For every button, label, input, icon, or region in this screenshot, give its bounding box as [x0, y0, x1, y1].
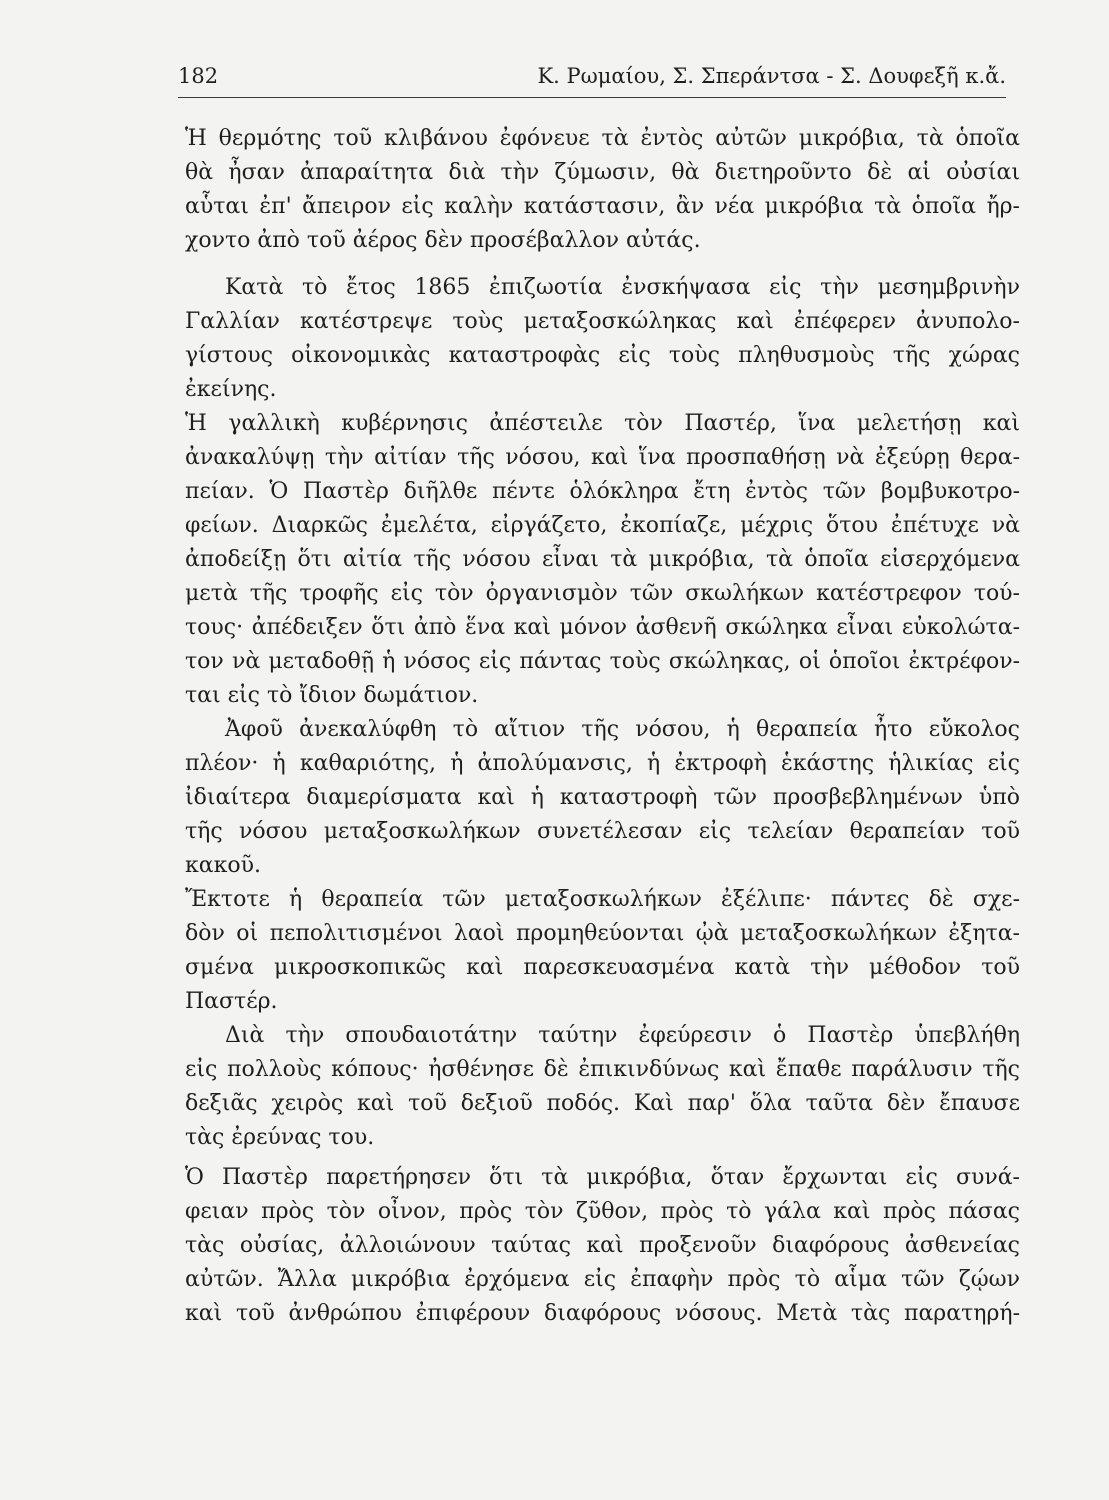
text-line: πείαν. Ὁ Παστὲρ διῆλθε πέντε ὁλόκληρα ἔτη ἐντὸς τῶν βομβυκοτρο-	[185, 479, 1020, 504]
text-line: τὰς ἐρεύνας του.	[185, 1125, 375, 1150]
text-line: ται εἰς τὸ ἴδιον δωμάτιον.	[185, 683, 479, 708]
text-line: καὶ τοῦ ἀνθρώπου ἐπιφέρουν διαφόρους νόσους. Μετὰ τὰς παρατηρή-	[185, 1301, 1020, 1326]
text-line: θὰ ἦσαν ἀπαραίτητα διὰ τὴν ζύμωσιν, θὰ διετηροῦντο δὲ αἱ οὐσίαι	[185, 160, 1020, 185]
body-text	[185, 122, 1020, 1331]
text-line: δεξιᾶς χειρὸς καὶ τοῦ δεξιοῦ ποδός. Καὶ παρ' ὅλα ταῦτα δὲν ἔπαυσε	[185, 1091, 1020, 1116]
text-line: ἀνακαλύψῃ τὴν αἰτίαν τῆς νόσου, καὶ ἵνα προσπαθήσῃ νὰ ἐξεύρῃ θερα-	[185, 445, 1020, 470]
text-line: Διὰ τὴν σπουδαιοτάτην ταύτην ἐφεύρεσιν ὁ Παστὲρ ὑπεβλήθη	[225, 1023, 1020, 1048]
text-line: μετὰ τῆς τροφῆς εἰς τὸν ὀργανισμὸν τῶν σκωλήκων κατέστρεφον τού-	[185, 581, 1020, 606]
text-line: κακοῦ.	[185, 853, 261, 878]
text-line: τὰς οὐσίας, ἀλλοιώνουν ταύτας καὶ προξενοῦν διαφόρους ἀσθενείας	[185, 1233, 1020, 1258]
header-rule	[178, 97, 1006, 98]
text-line: τους· ἀπέδειξεν ὅτι ἀπὸ ἕνα καὶ μόνον ἀσθενῆ σκώληκα εἶναι εὐκολώτα-	[185, 615, 1020, 640]
running-head: Κ. Ρωμαίου, Σ. Σπεράντσα - Σ. Δουφεξῆ κ.ἄ.	[537, 64, 1006, 88]
page-header	[178, 58, 1006, 98]
text-line: ἰδιαίτερα διαμερίσματα καὶ ἡ καταστροφὴ τῶν προσβεβλημένων ὑπὸ	[185, 785, 1020, 810]
text-line: σμένα μικροσκοπικῶς καὶ παρεσκευασμένα κατὰ τὴν μέθοδον τοῦ	[185, 955, 1020, 980]
text-line: Ὁ Παστὲρ παρετήρησεν ὅτι τὰ μικρόβια, ὅταν ἔρχωνται εἰς συνά-	[185, 1165, 1020, 1190]
text-line: χοντο ἀπὸ τοῦ ἀέρος δὲν προσέβαλλον αὐτάς.	[185, 228, 701, 253]
text-line: αὐτῶν. Ἄλλα μικρόβια ἐρχόμενα εἰς ἐπαφὴν πρὸς τὸ αἷμα τῶν ζῴων	[185, 1267, 1020, 1292]
text-line: φείων. Διαρκῶς ἐμελέτα, εἰργάζετο, ἐκοπίαζε, μέχρις ὅτου ἐπέτυχε νὰ	[185, 513, 1020, 538]
text-line: τῆς νόσου μεταξοσκωλήκων συνετέλεσαν εἰς τελείαν θεραπείαν τοῦ	[185, 819, 1020, 844]
text-line: τον νὰ μεταδοθῇ ἡ νόσος εἰς πάντας τοὺς σκώληκας, οἱ ὁποῖοι ἐκτρέφον-	[185, 649, 1020, 674]
text-line: γίστους οἰκονομικὰς καταστροφὰς εἰς τοὺς πληθυσμοὺς τῆς χώρας	[185, 343, 1020, 368]
text-line: Ἡ θερμότης τοῦ κλιβάνου ἐφόνευε τὰ ἐντὸς αὐτῶν μικρόβια, τὰ ὁποῖα	[185, 126, 1020, 151]
text-line: Ἀφοῦ ἀνεκαλύφθη τὸ αἴτιον τῆς νόσου, ἡ θεραπεία ἦτο εὔκολος	[225, 717, 1020, 742]
text-line: Ἡ γαλλικὴ κυβέρνησις ἀπέστειλε τὸν Παστέρ, ἵνα μελετήσῃ καὶ	[185, 411, 1020, 436]
text-line: Ἔκτοτε ἡ θεραπεία τῶν μεταξοσκωλήκων ἐξέλιπε· πάντες δὲ σχε-	[185, 887, 1020, 912]
page-number: 182	[178, 64, 219, 88]
text-line: Κατὰ τὸ ἔτος 1865 ἐπιζωοτία ἐνσκήψασα εἰς τὴν μεσημβρινὴν	[225, 275, 1020, 300]
text-line: φειαν πρὸς τὸν οἶνον, πρὸς τὸν ζῦθον, πρὸς τὸ γάλα καὶ πρὸς πάσας	[185, 1199, 1020, 1224]
text-line: ἐκείνης.	[185, 377, 277, 402]
text-line: πλέον· ἡ καθαριότης, ἡ ἀπολύμανσις, ἡ ἐκτροφὴ ἑκάστης ἡλικίας εἰς	[185, 751, 1020, 776]
text-line: εἰς πολλοὺς κόπους· ἠσθένησε δὲ ἐπικινδύνως καὶ ἔπαθε παράλυσιν τῆς	[185, 1057, 1020, 1082]
text-line: Παστέρ.	[185, 989, 278, 1014]
text-line: ἀποδείξῃ ὅτι αἰτία τῆς νόσου εἶναι τὰ μικρόβια, τὰ ὁποῖα εἰσερχόμενα	[185, 547, 1020, 572]
text-line: αὗται ἐπ' ἄπειρον εἰς καλὴν κατάστασιν, ἂν νέα μικρόβια τὰ ὁποῖα ἤρ-	[185, 194, 1020, 219]
text-line: δὸν οἱ πεπολιτισμένοι λαοὶ προμηθεύονται ᾠὰ μεταξοσκωλήκων ἐξητα-	[185, 921, 1020, 946]
text-line: Γαλλίαν κατέστρεψε τοὺς μεταξοσκώληκας καὶ ἐπέφερεν ἀνυπολο-	[185, 309, 1020, 334]
